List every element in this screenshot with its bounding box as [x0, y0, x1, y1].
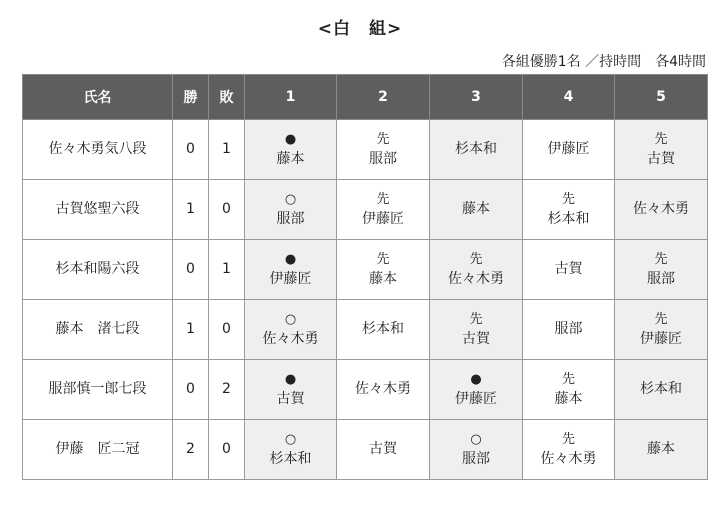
round-4-cell [523, 240, 615, 300]
player-name: 杉本和陽六段 [23, 240, 173, 300]
result-mark: 先 [561, 431, 575, 447]
wins-count: 1 [173, 180, 209, 240]
round-2-cell [337, 240, 430, 300]
page-title: <白 組> [317, 19, 403, 39]
round-3-cell [430, 180, 523, 240]
header-losses: 敗 [209, 75, 245, 120]
opponent-name: 佐々木勇 [262, 330, 319, 347]
opponent-name: 藤本 [369, 270, 397, 287]
result-mark: 先 [376, 251, 390, 267]
opponent-name: 伊藤匠 [362, 210, 404, 227]
opponent-name: 藤本 [276, 150, 305, 167]
wins-count: 0 [173, 240, 209, 300]
result-mark: ○ [284, 311, 297, 327]
result-mark: 先 [561, 371, 575, 387]
round-4-cell [523, 420, 615, 480]
result-mark: ● [470, 371, 482, 387]
tournament-rules: 各組優勝1名 ／持時間 各4時間 [501, 54, 706, 70]
round-5-cell [615, 360, 708, 420]
table-row [23, 360, 708, 420]
wins-count: 0 [173, 120, 209, 180]
round-1-cell [245, 360, 337, 420]
opponent-name: 藤本 [462, 201, 490, 217]
opponent-name: 古賀 [554, 261, 583, 277]
header-round-1: 1 [245, 75, 337, 120]
round-4-cell [523, 120, 615, 180]
table-row [23, 420, 708, 480]
round-1-cell [245, 120, 337, 180]
league-body [23, 120, 708, 480]
header-row [23, 75, 708, 120]
opponent-name: 服部 [276, 210, 305, 227]
header-round-2: 2 [337, 75, 430, 120]
round-4-cell [523, 360, 615, 420]
losses-count: 1 [209, 240, 245, 300]
wins-count: 1 [173, 300, 209, 360]
header-wins: 勝 [173, 75, 209, 120]
opponent-name: 服部 [554, 321, 583, 337]
losses-count: 0 [209, 180, 245, 240]
round-3-cell [430, 300, 523, 360]
opponent-name: 古賀 [276, 390, 305, 407]
result-mark: ○ [284, 431, 297, 447]
opponent-name: 服部 [369, 150, 397, 167]
opponent-name: 藤本 [647, 441, 675, 457]
opponent-name: 藤本 [554, 390, 583, 407]
player-name: 佐々木勇気八段 [23, 120, 173, 180]
opponent-name: 杉本和 [547, 210, 590, 227]
opponent-name: 杉本和 [269, 450, 312, 467]
wins-count: 2 [173, 420, 209, 480]
league-table [22, 74, 708, 480]
table-row [23, 300, 708, 360]
losses-count: 0 [209, 300, 245, 360]
round-5-cell [615, 240, 708, 300]
round-2-cell [337, 360, 430, 420]
result-mark: ○ [470, 431, 482, 447]
result-mark: 先 [376, 191, 390, 207]
result-mark: 先 [561, 191, 575, 207]
table-row [23, 240, 708, 300]
opponent-name: 伊藤匠 [455, 390, 497, 407]
result-mark: 先 [654, 251, 668, 267]
round-4-cell [523, 300, 615, 360]
header-round-5: 5 [615, 75, 708, 120]
round-3-cell [430, 240, 523, 300]
result-mark: 先 [654, 131, 668, 147]
opponent-name: 服部 [647, 270, 675, 287]
result-mark: 先 [654, 311, 668, 327]
round-2-cell [337, 300, 430, 360]
round-5-cell [615, 420, 708, 480]
opponent-name: 佐々木勇 [633, 201, 689, 217]
opponent-name: 伊藤匠 [547, 141, 590, 157]
round-3-cell [430, 420, 523, 480]
header-name: 氏名 [23, 75, 173, 120]
round-2-cell [337, 120, 430, 180]
result-mark: ● [284, 371, 297, 387]
round-3-cell [430, 360, 523, 420]
round-1-cell [245, 300, 337, 360]
round-1-cell [245, 420, 337, 480]
table-row [23, 120, 708, 180]
round-5-cell [615, 300, 708, 360]
round-1-cell [245, 240, 337, 300]
round-5-cell [615, 120, 708, 180]
opponent-name: 伊藤匠 [640, 330, 682, 347]
opponent-name: 古賀 [369, 441, 397, 457]
opponent-name: 佐々木勇 [355, 381, 411, 397]
opponent-name: 古賀 [647, 150, 675, 167]
opponent-name: 佐々木勇 [448, 270, 504, 287]
opponent-name: 服部 [462, 450, 490, 467]
opponent-name: 杉本和 [640, 381, 682, 397]
opponent-name: 佐々木勇 [540, 450, 597, 467]
losses-count: 1 [209, 120, 245, 180]
round-1-cell [245, 180, 337, 240]
round-3-cell [430, 120, 523, 180]
round-5-cell [615, 180, 708, 240]
result-mark: ● [284, 131, 297, 147]
result-mark: 先 [469, 251, 483, 267]
table-row [23, 180, 708, 240]
round-4-cell [523, 180, 615, 240]
opponent-name: 杉本和 [455, 141, 497, 157]
result-mark: 先 [376, 131, 390, 147]
player-name: 藤本 渚七段 [23, 300, 173, 360]
round-2-cell [337, 420, 430, 480]
player-name: 古賀悠聖六段 [23, 180, 173, 240]
wins-count: 0 [173, 360, 209, 420]
opponent-name: 杉本和 [362, 321, 404, 337]
result-mark: ● [284, 251, 297, 267]
result-mark: ○ [284, 191, 297, 207]
result-mark: 先 [469, 311, 483, 327]
round-2-cell [337, 180, 430, 240]
player-name: 服部慎一郎七段 [23, 360, 173, 420]
header-round-4: 4 [523, 75, 615, 120]
losses-count: 0 [209, 420, 245, 480]
losses-count: 2 [209, 360, 245, 420]
header-round-3: 3 [430, 75, 523, 120]
player-name: 伊藤 匠二冠 [23, 420, 173, 480]
opponent-name: 伊藤匠 [269, 270, 312, 287]
opponent-name: 古賀 [462, 330, 490, 347]
